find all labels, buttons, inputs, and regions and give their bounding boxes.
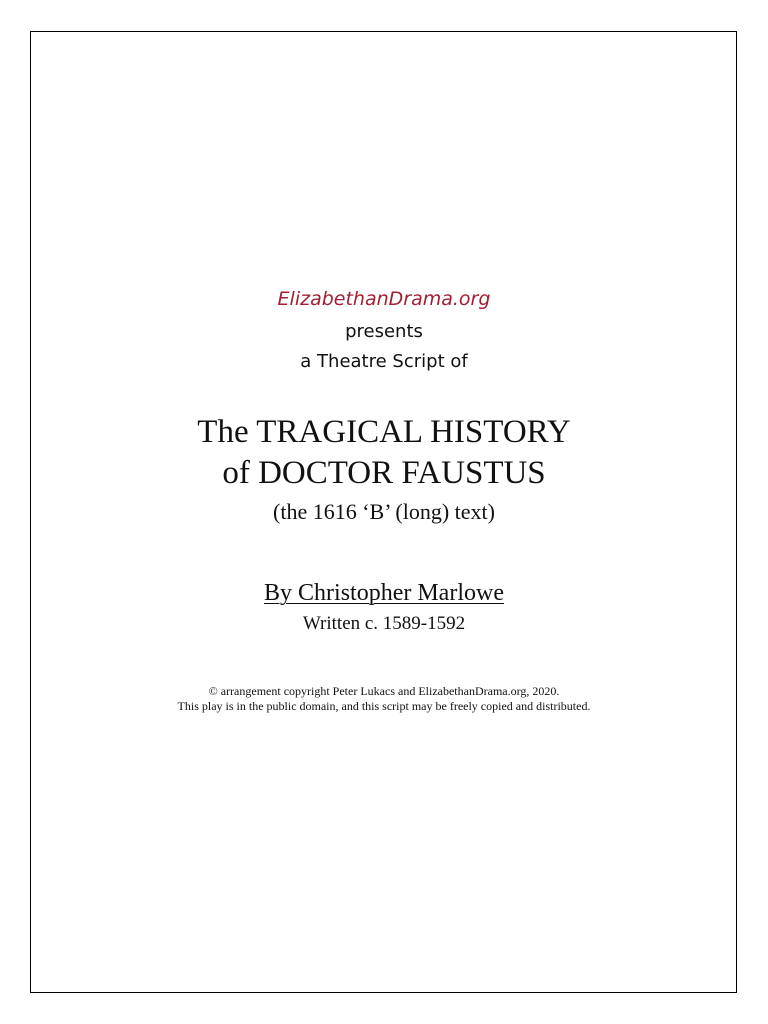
subtitle: (the 1616 ‘B’ (long) text) xyxy=(273,499,495,524)
public-domain-notice: This play is in the public domain, and this script may be freely copied and distributed. xyxy=(177,699,591,713)
author-line xyxy=(0,578,768,608)
site-link[interactable]: ElizabethanDrama.org xyxy=(277,288,491,310)
written-date: Written c. 1589-1592 xyxy=(302,613,466,634)
title-line-2: of DOCTOR FAUSTUS xyxy=(222,455,546,491)
presents-text: presents xyxy=(345,321,423,342)
title-line-1: The TRAGICAL HISTORY xyxy=(197,414,571,450)
copyright-notice: © arrangement copyright Peter Lukacs and ElizabethanDrama.org, 2020. xyxy=(208,684,560,698)
theatre-script-text: a Theatre Script of xyxy=(300,351,468,372)
author-name: By Christopher Marlowe xyxy=(264,580,504,606)
